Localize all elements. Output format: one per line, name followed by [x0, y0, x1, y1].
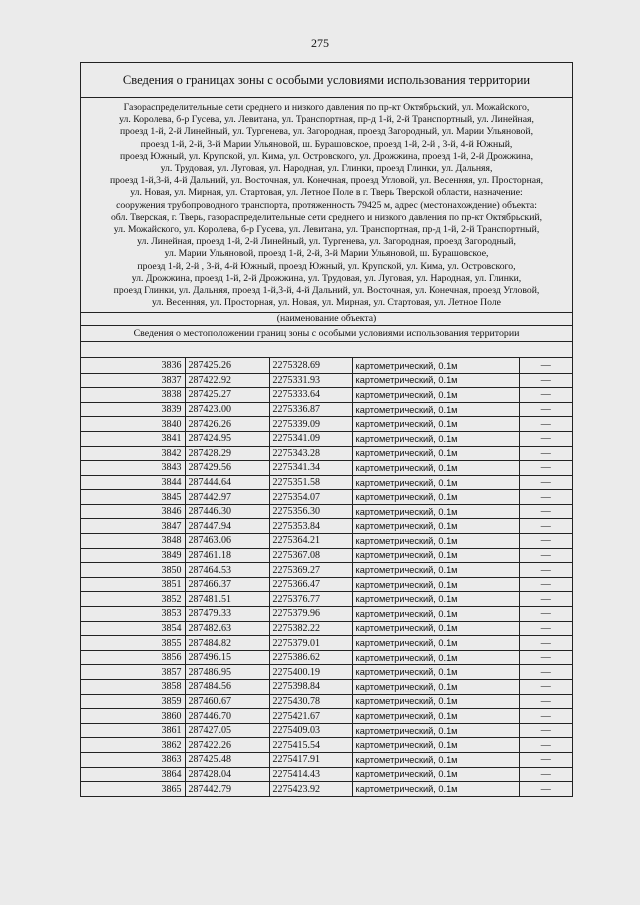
table-row [81, 607, 572, 622]
coordinate-x: 287446.70 [185, 709, 269, 724]
coordinate-y: 2275356.30 [269, 504, 352, 519]
point-number: 3861 [81, 723, 185, 738]
note-cell: — [519, 752, 572, 767]
coordinate-x: 287442.97 [185, 490, 269, 505]
point-number: 3864 [81, 767, 185, 782]
note-cell: — [519, 417, 572, 432]
note-cell: — [519, 738, 572, 753]
point-number: 3837 [81, 373, 185, 388]
note-cell: — [519, 431, 572, 446]
table-row [81, 358, 572, 373]
table-row [81, 767, 572, 782]
point-number: 3839 [81, 402, 185, 417]
point-number: 3852 [81, 592, 185, 607]
point-number: 3850 [81, 563, 185, 578]
coordinate-x: 287463.06 [185, 534, 269, 549]
coordinate-y: 2275423.92 [269, 782, 352, 797]
determination-method: картометрический, 0.1м [352, 738, 519, 753]
coordinate-x: 287442.79 [185, 782, 269, 797]
coordinate-y: 2275369.27 [269, 563, 352, 578]
coordinates-table-body [81, 358, 572, 796]
coordinate-y: 2275366.47 [269, 577, 352, 592]
note-cell: — [519, 548, 572, 563]
coordinate-y: 2275400.19 [269, 665, 352, 680]
point-number: 3840 [81, 417, 185, 432]
determination-method: картометрический, 0.1м [352, 563, 519, 578]
point-number: 3845 [81, 490, 185, 505]
coordinate-x: 287428.04 [185, 767, 269, 782]
table-header-gap [81, 342, 572, 358]
coordinate-x: 287444.64 [185, 475, 269, 490]
determination-method: картометрический, 0.1м [352, 709, 519, 724]
coordinate-x: 287447.94 [185, 519, 269, 534]
coordinate-y: 2275421.67 [269, 709, 352, 724]
note-cell: — [519, 577, 572, 592]
note-cell: — [519, 709, 572, 724]
table-row [81, 519, 572, 534]
coordinate-y: 2275343.28 [269, 446, 352, 461]
point-number: 3838 [81, 388, 185, 403]
point-number: 3851 [81, 577, 185, 592]
point-number: 3843 [81, 461, 185, 476]
coordinate-y: 2275386.62 [269, 650, 352, 665]
point-number: 3859 [81, 694, 185, 709]
coordinate-x: 287426.26 [185, 417, 269, 432]
table-row [81, 373, 572, 388]
point-number: 3853 [81, 607, 185, 622]
coordinate-x: 287484.82 [185, 636, 269, 651]
table-row [81, 402, 572, 417]
coordinate-x: 287428.29 [185, 446, 269, 461]
point-number: 3858 [81, 680, 185, 695]
coordinate-x: 287484.56 [185, 680, 269, 695]
coordinate-y: 2275414.43 [269, 767, 352, 782]
page-number: 275 [311, 36, 329, 50]
determination-method: картометрический, 0.1м [352, 490, 519, 505]
point-number: 3848 [81, 534, 185, 549]
coordinate-x: 287496.15 [185, 650, 269, 665]
determination-method: картометрический, 0.1м [352, 694, 519, 709]
coordinate-x: 287460.67 [185, 694, 269, 709]
table-row [81, 534, 572, 549]
note-cell: — [519, 475, 572, 490]
table-row [81, 592, 572, 607]
determination-method: картометрический, 0.1м [352, 577, 519, 592]
determination-method: картометрический, 0.1м [352, 417, 519, 432]
table-row [81, 752, 572, 767]
determination-method: картометрический, 0.1м [352, 621, 519, 636]
point-number: 3854 [81, 621, 185, 636]
table-row [81, 636, 572, 651]
object-description: Газораспределительные сети среднего и низкого давления по пр-кт Октябрьский, ул. Можайского, ул. Королева, б-р Гусева, ул. Левитана, ул. Транспортная, пр-д 1-й, 2-й Транспортный, ул. Линейная, проезд 1-й, 2-й Линейный, ул. Тургенева, ул. Загородная, проезд Загородный, ул. Марии Ульяновой, проезд 1-й, 2-й, 3-й Марии Ульяновой, ш. Бурашовское, проезд 1-й, 2-й , 3-й, 4-й Южный, проезд Южный, ул. Крупской, ул. Кима, ул. Островского, ул. Дрожжина, проезд 1-й, 2-й Дрожжина, ул. Трудовая, ул. Луговая, ул. Народная, ул. Глинки, проезд Глинки, ул. Дальняя, проезд 1-й,3-й, 4-й Дальний, ул. Восточная, ул. Конечная, проезд Угловой, ул. Весенняя, ул. Просторная, ул. Новая, ул. Мирная, ул. Стартовая, ул. Летное Поле в г. Тверь Тверской области, назначение: сооружения трубопроводного транспорта, протяженность 79425 м, адрес (местонахождение) объекта: обл. Тверская, г. Тверь, газораспределительные сети среднего и низкого давления по пр-кт Октябрьский, ул. Можайского, ул. Королева, б-р Гусева, ул. Левитана, ул. Транспортная, пр-д 1-й, 2-й Транспортный, ул. Линейная, проезд 1-й, 2-й Линейный, ул. Тургенева, ул. Загородная, проезд Загородный, ул. Марии Ульяновой, проезд 1-й, 2-й, 3-й Марии Ульяновой, ш. Бурашовское, проезд 1-й, 2-й , 3-й, 4-й Южный, проезд Южный, ул. Крупской, ул. Кима, ул. Островского, ул. Дрожжина, проезд 1-й, 2-й Дрожжина, ул. Трудовая, ул. Луговая, ул. Народная, ул. Глинки, проезд Глинки, ул. Дальняя, проезд 1-й,3-й, 4-й Дальний, ул. Восточная, ул. Конечная, проезд Угловой, ул. Весенняя, ул. Просторная, ул. Новая, ул. Мирная, ул. Стартовая, ул. Летное Поле [81, 98, 572, 313]
coordinate-x: 287446.30 [185, 504, 269, 519]
table-row [81, 650, 572, 665]
determination-method: картометрический, 0.1м [352, 461, 519, 476]
table-row [81, 577, 572, 592]
point-number: 3842 [81, 446, 185, 461]
note-cell: — [519, 650, 572, 665]
point-number: 3841 [81, 431, 185, 446]
note-cell: — [519, 490, 572, 505]
coordinate-y: 2275336.87 [269, 402, 352, 417]
note-cell: — [519, 607, 572, 622]
point-number: 3865 [81, 782, 185, 797]
note-cell: — [519, 723, 572, 738]
coordinate-y: 2275367.08 [269, 548, 352, 563]
coordinate-x: 287466.37 [185, 577, 269, 592]
coordinate-y: 2275353.84 [269, 519, 352, 534]
determination-method: картометрический, 0.1м [352, 680, 519, 695]
table-row [81, 665, 572, 680]
determination-method: картометрический, 0.1м [352, 534, 519, 549]
coordinate-y: 2275415.54 [269, 738, 352, 753]
coordinate-x: 287429.56 [185, 461, 269, 476]
determination-method: картометрический, 0.1м [352, 431, 519, 446]
coordinate-y: 2275430.78 [269, 694, 352, 709]
table-row [81, 738, 572, 753]
coordinate-x: 287425.26 [185, 358, 269, 373]
coordinate-x: 287482.63 [185, 621, 269, 636]
table-row [81, 490, 572, 505]
table-row [81, 563, 572, 578]
point-number: 3855 [81, 636, 185, 651]
coordinate-y: 2275379.96 [269, 607, 352, 622]
point-number: 3847 [81, 519, 185, 534]
coordinates-table [81, 358, 572, 796]
note-cell: — [519, 636, 572, 651]
note-cell: — [540, 783, 551, 795]
coordinate-y: 2275331.93 [269, 373, 352, 388]
determination-method: картометрический, 0.1м [352, 504, 519, 519]
coordinate-y: 2275328.69 [269, 358, 352, 373]
coordinate-x: 287422.26 [185, 738, 269, 753]
point-number: 3862 [81, 738, 185, 753]
note-cell: — [519, 665, 572, 680]
coordinate-x: 287424.95 [185, 431, 269, 446]
table-row [81, 621, 572, 636]
coordinate-x: 287479.33 [185, 607, 269, 622]
table-row [81, 417, 572, 432]
determination-method: картометрический, 0.1м [352, 723, 519, 738]
coordinate-x: 287486.95 [185, 665, 269, 680]
coordinate-x: 287425.27 [185, 388, 269, 403]
determination-method: картометрический, 0.1м [352, 388, 519, 403]
table-row [81, 709, 572, 724]
note-cell: — [519, 373, 572, 388]
point-number: 3856 [81, 650, 185, 665]
determination-method: картометрический, 0.1м [352, 782, 519, 797]
determination-method: картометрический, 0.1м [352, 592, 519, 607]
coordinate-y: 2275354.07 [269, 490, 352, 505]
table-row [81, 694, 572, 709]
coordinate-y: 2275398.84 [269, 680, 352, 695]
coordinate-x: 287425.48 [185, 752, 269, 767]
point-number: 3849 [81, 548, 185, 563]
table-row [81, 431, 572, 446]
note-cell: — [519, 534, 572, 549]
coordinate-x: 287481.51 [185, 592, 269, 607]
point-number: 3860 [81, 709, 185, 724]
coordinate-y: 2275341.34 [269, 461, 352, 476]
note-cell: — [519, 402, 572, 417]
coordinate-y: 2275379.01 [269, 636, 352, 651]
note-cell: — [519, 563, 572, 578]
table-row [81, 388, 572, 403]
note-cell: — [519, 446, 572, 461]
table-row [81, 782, 572, 797]
note-cell: — [519, 592, 572, 607]
table-row [81, 461, 572, 476]
determination-method: картометрический, 0.1м [352, 519, 519, 534]
coordinate-y: 2275333.64 [269, 388, 352, 403]
note-cell: — [519, 388, 572, 403]
table-row [81, 446, 572, 461]
note-cell: — [519, 358, 572, 373]
coordinate-x: 287422.92 [185, 373, 269, 388]
location-header: Сведения о местоположении границ зоны с особыми условиями использования территории [81, 326, 572, 342]
coordinate-y: 2275409.03 [269, 723, 352, 738]
note-cell: — [519, 621, 572, 636]
determination-method: картометрический, 0.1м [352, 446, 519, 461]
section-title: Сведения о границах зоны с особыми условиями использования территории [81, 63, 572, 98]
note-cell: — [519, 694, 572, 709]
determination-method: картометрический, 0.1м [352, 607, 519, 622]
determination-method: картометрический, 0.1м [352, 358, 519, 373]
determination-method: картометрический, 0.1м [352, 402, 519, 417]
table-row [81, 548, 572, 563]
note-cell: — [519, 461, 572, 476]
point-number: 3863 [81, 752, 185, 767]
table-row [81, 475, 572, 490]
table-row [81, 723, 572, 738]
determination-method: картометрический, 0.1м [352, 636, 519, 651]
coordinate-y: 2275339.09 [269, 417, 352, 432]
coordinate-y: 2275351.58 [269, 475, 352, 490]
note-cell: — [519, 680, 572, 695]
object-caption: (наименование объекта) [81, 313, 572, 326]
coordinate-y: 2275417.91 [269, 752, 352, 767]
coordinate-x: 287423.00 [185, 402, 269, 417]
determination-method: картометрический, 0.1м [352, 767, 519, 782]
coordinate-y: 2275376.77 [269, 592, 352, 607]
point-number: 3836 [81, 358, 185, 373]
point-number: 3844 [81, 475, 185, 490]
table-row [81, 680, 572, 695]
determination-method: картометрический, 0.1м [352, 752, 519, 767]
note-cell: — [519, 767, 572, 782]
determination-method: картометрический, 0.1м [352, 475, 519, 490]
determination-method: картометрический, 0.1м [352, 665, 519, 680]
note-cell: — [519, 504, 572, 519]
coordinate-x: 287461.18 [185, 548, 269, 563]
coordinate-y: 2275364.21 [269, 534, 352, 549]
boundary-document [80, 62, 573, 797]
table-row [81, 504, 572, 519]
coordinate-y: 2275341.09 [269, 431, 352, 446]
determination-method: картометрический, 0.1м [352, 548, 519, 563]
point-number: 3846 [81, 504, 185, 519]
coordinate-y: 2275382.22 [269, 621, 352, 636]
point-number: 3857 [81, 665, 185, 680]
determination-method: картометрический, 0.1м [352, 650, 519, 665]
note-cell: — [519, 519, 572, 534]
coordinate-x: 287427.05 [185, 723, 269, 738]
coordinate-x: 287464.53 [185, 563, 269, 578]
determination-method: картометрический, 0.1м [352, 373, 519, 388]
